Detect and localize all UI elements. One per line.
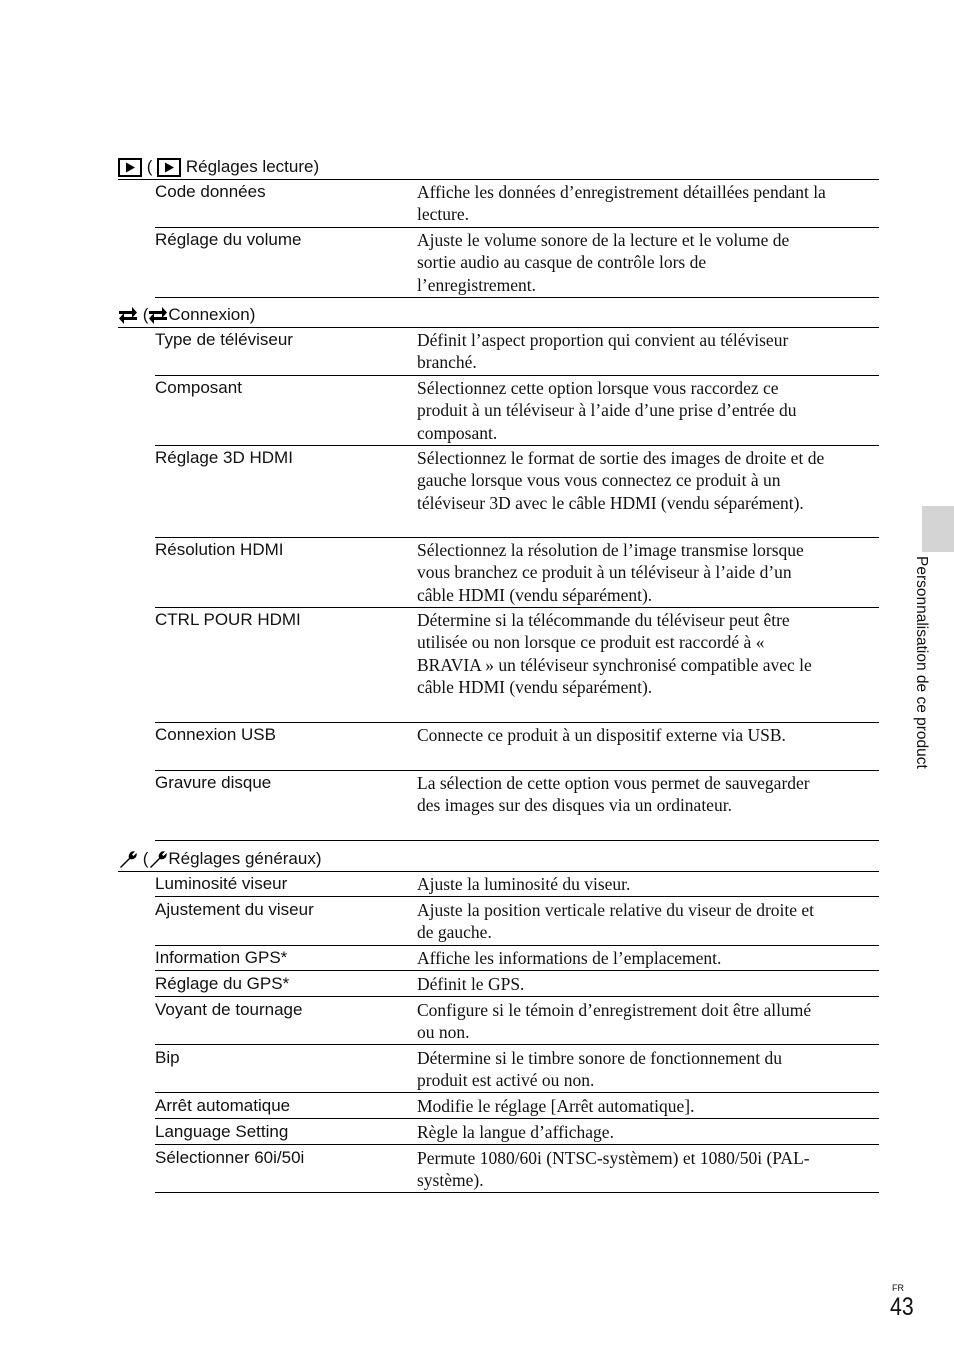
setting-description: Ajuste la position verticale relative du viseur de droite et de gauche. <box>417 900 815 943</box>
paren-close: ) <box>313 157 320 176</box>
paren-open: ( <box>142 849 149 868</box>
table-row <box>155 947 879 971</box>
table-row <box>155 772 879 841</box>
table-row <box>155 329 879 376</box>
setting-description: Sélectionnez cette option lorsque vous raccordez ce produit à un téléviseur à l’aide d’une prise d’entrée du composant. <box>417 378 797 443</box>
chapter-side-label: Personnalisation de ce product <box>913 556 930 769</box>
table-row <box>155 724 879 771</box>
table-row <box>155 539 879 608</box>
setting-name: CTRL POUR HDMI <box>155 610 301 629</box>
setting-name: Gravure disque <box>155 773 272 792</box>
setting-description: Définit le GPS. <box>417 974 525 994</box>
table-row <box>155 973 879 997</box>
play-icon <box>157 158 181 177</box>
table-row <box>155 1121 879 1145</box>
setting-description: Ajuste la luminosité du viseur. <box>417 874 631 894</box>
paren-open: ( <box>142 305 149 324</box>
setting-description: Permute 1080/60i (NTSC-systèmem) et 1080/50i (PAL-système). <box>417 1148 810 1191</box>
connection-arrows-icon <box>118 306 138 325</box>
table-row <box>155 873 879 897</box>
table-row <box>155 229 879 298</box>
section-title: Connexion <box>168 305 250 324</box>
setting-name: Language Setting <box>155 1122 289 1141</box>
setting-description: Sélectionnez le format de sortie des images de droite et de gauche lorsque vous vous connectez ce produit à un téléviseur 3D avec le câble HDMI (vendu séparément). <box>417 448 825 513</box>
setting-description: Définit l’aspect proportion qui convient au téléviseur branché. <box>417 330 789 373</box>
setting-description: Affiche les données d’enregistrement détaillées pendant la lecture. <box>417 182 826 225</box>
setting-name: Bip <box>155 1048 180 1067</box>
setting-description: Configure si le témoin d’enregistrement doit être allumé ou non. <box>417 1000 812 1043</box>
setting-description: Connecte ce produit à un dispositif externe via USB. <box>417 725 786 745</box>
setting-name: Information GPS* <box>155 948 288 967</box>
chapter-tab-marker <box>922 506 954 552</box>
play-icon <box>118 158 142 177</box>
wrench-icon <box>148 850 168 869</box>
table-row <box>155 609 879 723</box>
table-row <box>155 899 879 946</box>
section-header-playback <box>118 154 879 180</box>
section-header-general <box>118 846 879 872</box>
setting-name: Résolution HDMI <box>155 540 284 559</box>
divider <box>118 327 879 328</box>
paren-open: ( <box>146 157 153 176</box>
section-header-connection <box>118 302 879 328</box>
wrench-icon <box>118 850 138 869</box>
paren-close: ) <box>315 849 322 868</box>
setting-name: Composant <box>155 378 242 397</box>
table-row <box>155 999 879 1045</box>
setting-name: Type de téléviseur <box>155 330 293 349</box>
setting-description: Affiche les informations de l’emplacement. <box>417 948 722 968</box>
table-row <box>155 377 879 446</box>
setting-name: Ajustement du viseur <box>155 900 314 919</box>
divider <box>118 871 879 872</box>
setting-description: La sélection de cette option vous permet de sauvegarder des images sur des disques via un ordinateur. <box>417 773 810 816</box>
setting-name: Connexion USB <box>155 725 276 744</box>
setting-name: Arrêt automatique <box>155 1096 291 1115</box>
page-number: 43 <box>890 1293 914 1321</box>
section-title: Réglages généraux <box>168 849 316 868</box>
table-row <box>155 181 879 228</box>
divider <box>118 179 879 180</box>
connection-arrows-icon <box>148 306 168 325</box>
setting-description: Détermine si le timbre sonore de fonctionnement du produit est activé ou non. <box>417 1048 782 1091</box>
setting-name: Code données <box>155 182 266 201</box>
table-row <box>155 1047 879 1093</box>
setting-name: Voyant de tournage <box>155 1000 303 1019</box>
setting-name: Réglage 3D HDMI <box>155 448 293 467</box>
setting-description: Modifie le réglage [Arrêt automatique]. <box>417 1096 695 1116</box>
table-row <box>155 1095 879 1119</box>
setting-description: Sélectionnez la résolution de l’image transmise lorsque vous branchez ce produit à un téléviseur à l’aide d’un câble HDMI (vendu séparément). <box>417 540 804 605</box>
table-row <box>155 1147 879 1193</box>
setting-name: Sélectionner 60i/50i <box>155 1148 305 1167</box>
setting-description: Règle la langue d’affichage. <box>417 1122 614 1142</box>
setting-name: Réglage du volume <box>155 230 302 249</box>
table-row <box>155 447 879 538</box>
setting-description: Ajuste le volume sonore de la lecture et le volume de sortie audio au casque de contrôle lors de l’enregistrement. <box>417 230 790 295</box>
setting-description: Détermine si la télécommande du téléviseur peut être utilisée ou non lorsque ce produit est raccordé à « BRAVIA » un téléviseur synchronisé compatible avec le câble HDMI (vendu séparément). <box>417 610 812 697</box>
setting-name: Réglage du GPS* <box>155 974 290 993</box>
section-title: Réglages lecture <box>185 157 314 176</box>
setting-name: Luminosité viseur <box>155 874 288 893</box>
paren-close: ) <box>249 305 256 324</box>
language-code: FR <box>892 1283 904 1293</box>
